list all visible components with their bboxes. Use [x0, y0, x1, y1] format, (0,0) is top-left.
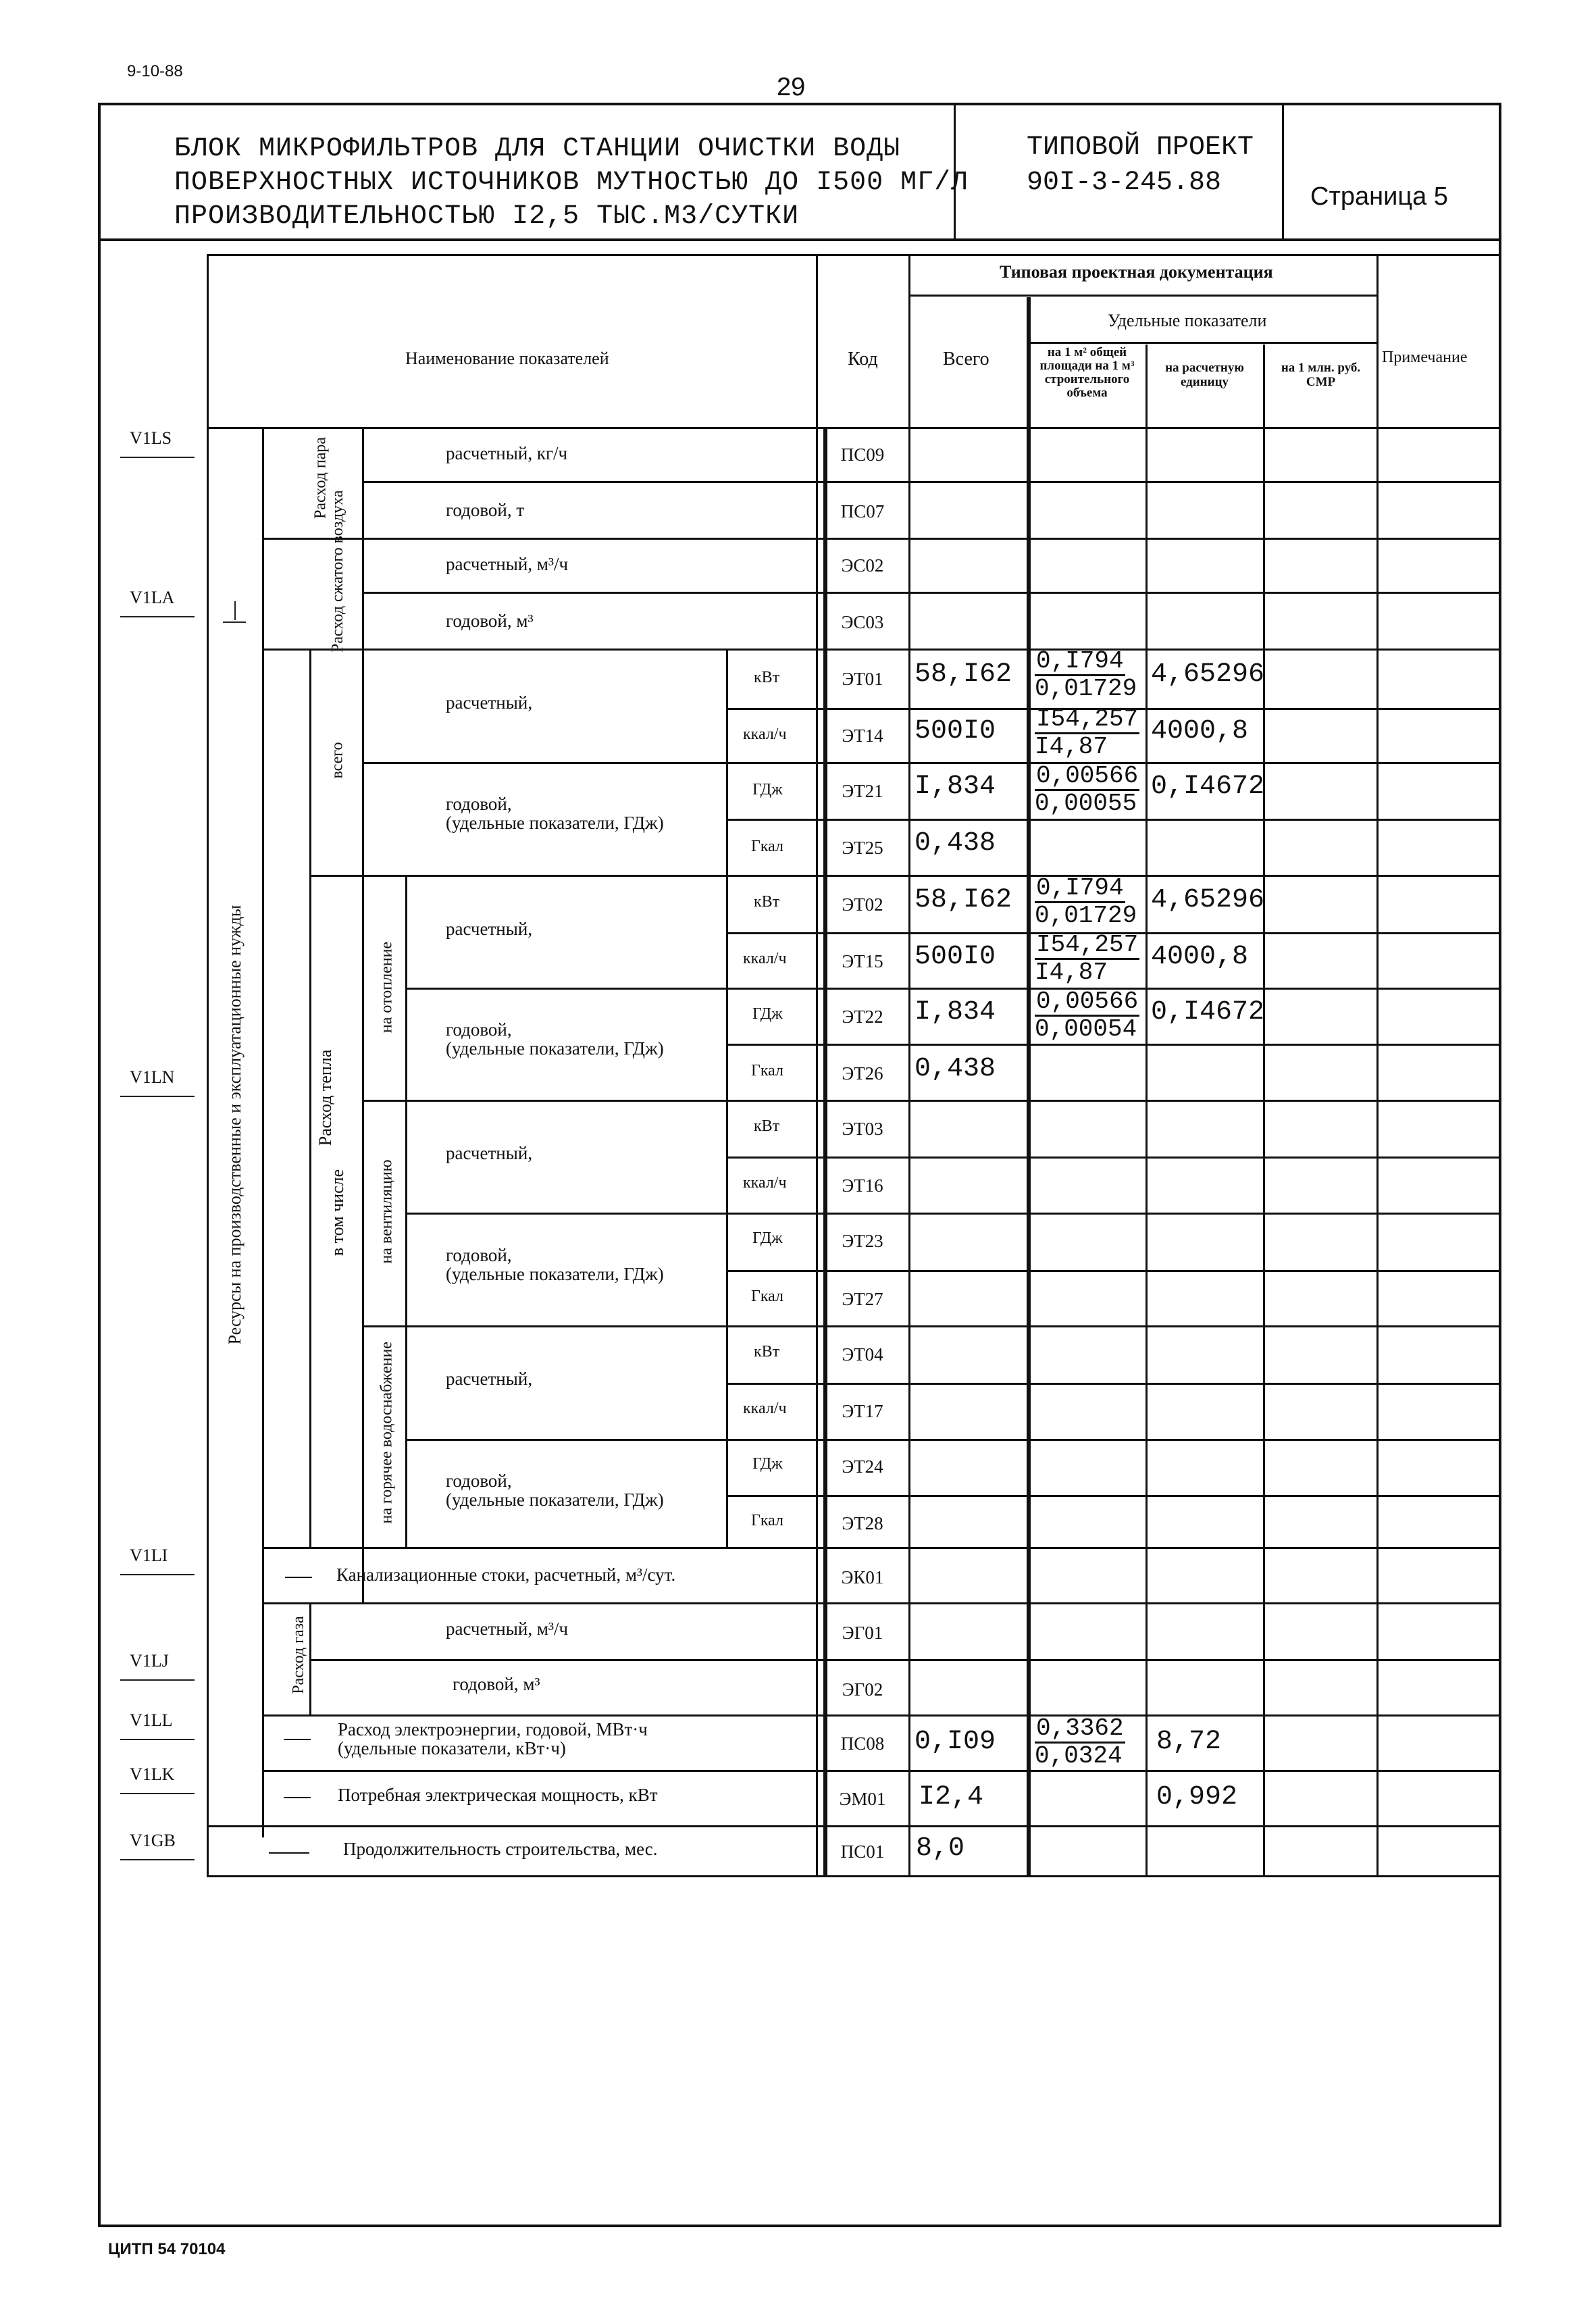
frac-et02-bottom: 0,01729	[1035, 902, 1137, 930]
code-et28: ЭТ28	[842, 1513, 883, 1533]
total-ps01: 8,0	[916, 1833, 965, 1864]
label-heat-calc: расчетный,	[446, 692, 533, 713]
unit-et16: ккал/ч	[743, 1174, 787, 1192]
frac-et21-top: 0,00566	[1036, 762, 1139, 790]
document-title	[174, 132, 968, 234]
col-total-header: Всего	[943, 349, 989, 370]
frac-et22	[1035, 989, 1139, 1042]
label-heat-annual-2: (удельные показатели, ГДж)	[446, 813, 664, 833]
unit-et23: ГДж	[752, 1229, 783, 1247]
code-em01: ЭМ01	[839, 1789, 886, 1809]
unit-value-et22: 0,I4672	[1151, 997, 1265, 1027]
label-heating-calc: расчетный,	[446, 919, 533, 939]
frac-ps08-bottom: 0,0324	[1035, 1742, 1123, 1770]
group-vent: на вентиляцию	[378, 1159, 396, 1264]
code-eg02: ЭГ02	[842, 1679, 883, 1700]
frac-et01-bottom: 0,01729	[1035, 675, 1137, 703]
frac-et22-top: 0,00566	[1036, 988, 1139, 1015]
frac-et22-bottom: 0,00054	[1035, 1015, 1137, 1043]
label-heating-annual	[446, 1020, 664, 1058]
total-et15: 500I0	[915, 942, 996, 972]
label-steam-annual: годовой, т	[446, 500, 525, 520]
label-gas-annual: годовой, м³	[453, 1674, 540, 1694]
label-hotwater-annual-2: (удельные показатели, ГДж)	[446, 1490, 664, 1510]
unit-et17: ккал/ч	[743, 1400, 787, 1417]
code-et15: ЭТ15	[842, 951, 883, 971]
label-duration: Продолжительность строительства, мес.	[343, 1839, 658, 1859]
side-code-v1ll: V1LL	[130, 1710, 173, 1730]
project-label: ТИПОВОЙ ПРОЕКТ	[1027, 132, 1254, 163]
title-line-1: БЛОК МИКРОФИЛЬТРОВ ДЛЯ СТАНЦИИ ОЧИСТКИ ВОДЫ	[174, 134, 901, 164]
col-per-m2-header: на 1 м² общей площади на 1 м³ строительного объема	[1039, 345, 1135, 400]
unit-et14: ккал/ч	[743, 726, 787, 743]
code-ps07: ПС07	[840, 501, 885, 522]
frac-ps08	[1035, 1716, 1125, 1769]
document-date: 9-10-88	[127, 62, 183, 80]
frac-et01-top: 0,I794	[1036, 647, 1124, 675]
code-et14: ЭТ14	[842, 726, 883, 746]
code-et23: ЭТ23	[842, 1231, 883, 1251]
frac-et21-bottom: 0,00055	[1035, 790, 1137, 817]
group-incl: в том числе	[328, 1169, 347, 1256]
label-heating-annual-2: (удельные показатели, ГДж)	[446, 1038, 664, 1059]
label-hotwater-annual	[446, 1471, 664, 1509]
unit-et24: ГДж	[752, 1455, 783, 1473]
col-name-header: Наименование показателей	[405, 349, 609, 368]
label-air-calc: расчетный, м³/ч	[446, 554, 569, 574]
unit-value-et21: 0,I4672	[1151, 771, 1265, 802]
label-vent-annual	[446, 1246, 664, 1283]
label-hotwater-calc: расчетный,	[446, 1369, 533, 1389]
unit-et21: ГДж	[752, 781, 783, 798]
side-code-v1lj: V1LJ	[130, 1651, 169, 1671]
total-et02: 58,I62	[915, 885, 1012, 915]
col-note-header: Примечание	[1382, 349, 1468, 366]
code-ps09: ПС09	[840, 444, 885, 465]
code-ek01: ЭК01	[841, 1567, 884, 1587]
label-steam-calc: расчетный, кг/ч	[446, 443, 568, 463]
group-heating: на отопление	[378, 941, 396, 1034]
side-code-v1li: V1LI	[130, 1546, 168, 1565]
label-vent-calc: расчетный,	[446, 1143, 533, 1163]
code-eg01: ЭГ01	[842, 1623, 883, 1643]
frac-et15-bottom: I4,87	[1035, 959, 1108, 986]
code-ps01: ПС01	[840, 1841, 885, 1862]
unit-et26: Гкал	[751, 1062, 784, 1079]
group-heat: Расход тепла	[315, 1049, 335, 1146]
total-et01: 58,I62	[915, 659, 1012, 690]
total-et21: I,834	[915, 771, 996, 802]
total-ps08: 0,I09	[915, 1727, 996, 1757]
total-et26: 0,438	[915, 1054, 996, 1084]
label-air-annual: годовой, м³	[446, 611, 534, 631]
frac-et01	[1035, 649, 1137, 702]
col-code-header: Код	[848, 349, 878, 370]
total-et25: 0,438	[915, 828, 996, 859]
frac-et02	[1035, 875, 1137, 929]
code-et17: ЭТ17	[842, 1401, 883, 1421]
total-et14: 500I0	[915, 716, 996, 746]
total-et22: I,834	[915, 997, 996, 1027]
code-et26: ЭТ26	[842, 1063, 883, 1084]
unit-value-et02: 4,65296	[1151, 885, 1265, 915]
code-et22: ЭТ22	[842, 1007, 883, 1027]
unit-value-et15: 4000,8	[1151, 942, 1249, 972]
footer-stamp: ЦИТП 54 70104	[108, 2240, 226, 2258]
group-gas: Расход газа	[290, 1616, 307, 1694]
code-et04: ЭТ04	[842, 1344, 883, 1365]
frac-et14	[1035, 707, 1139, 760]
group-air: Расход сжатого воздуха	[329, 490, 346, 653]
code-et21: ЭТ21	[842, 781, 883, 801]
label-sewage: Канализационные стоки, расчетный, м³/сут.	[336, 1565, 676, 1585]
unit-et04: кВт	[754, 1343, 780, 1361]
group-total: всего	[328, 742, 346, 779]
side-code-v1gb: V1GB	[130, 1831, 176, 1850]
side-code-v1lk: V1LK	[130, 1764, 175, 1784]
label-heating-annual-1: годовой,	[446, 1019, 512, 1040]
unit-value-et14: 4000,8	[1151, 716, 1249, 746]
code-es02: ЭС02	[841, 555, 884, 576]
title-line-3: ПРОИЗВОДИТЕЛЬНОСТЬЮ I2,5 ТЫС.М3/СУТКИ	[174, 201, 800, 232]
unit-et03: кВт	[754, 1117, 780, 1135]
unit-et28: Гкал	[751, 1512, 784, 1529]
label-electricity-1: Расход электроэнергии, годовой, МВт·ч	[338, 1719, 648, 1739]
unit-et01: кВт	[754, 669, 780, 686]
code-ps08: ПС08	[840, 1733, 885, 1754]
frac-ps08-top: 0,3362	[1036, 1714, 1124, 1742]
label-electricity-2: (удельные показатели, кВт·ч)	[338, 1738, 566, 1758]
unit-et02: кВт	[754, 893, 780, 911]
frac-et21	[1035, 763, 1139, 817]
unit-value-em01: 0,992	[1156, 1782, 1238, 1812]
code-et24: ЭТ24	[842, 1456, 883, 1477]
frac-et14-bottom: I4,87	[1035, 733, 1108, 761]
unit-value-et01: 4,65296	[1151, 659, 1265, 690]
code-et16: ЭТ16	[842, 1175, 883, 1196]
unit-et25: Гкал	[751, 838, 784, 855]
code-et01: ЭТ01	[842, 669, 883, 689]
unit-et27: Гкал	[751, 1288, 784, 1305]
code-es03: ЭС03	[841, 612, 884, 632]
group-resources: Ресурсы на производственные и эксплуатационные нужды	[225, 905, 244, 1345]
group-hot-water: на горячее водоснабжение	[378, 1342, 396, 1524]
label-power: Потребная электрическая мощность, кВт	[338, 1785, 658, 1805]
label-vent-annual-1: годовой,	[446, 1245, 512, 1265]
frac-et15-top: I54,257	[1036, 931, 1139, 959]
col-specific-header: Удельные показатели	[1108, 311, 1267, 330]
page-number-top: 29	[777, 73, 806, 101]
page-label: Страница 5	[1310, 182, 1448, 211]
total-em01: I2,4	[919, 1782, 984, 1812]
code-et03: ЭТ03	[842, 1119, 883, 1139]
side-code-v1ls: V1LS	[130, 428, 172, 448]
label-vent-annual-2: (удельные показатели, ГДж)	[446, 1264, 664, 1284]
frac-et14-top: I54,257	[1036, 705, 1139, 733]
label-electricity	[338, 1720, 648, 1758]
unit-value-ps08: 8,72	[1156, 1727, 1222, 1757]
label-heat-annual	[446, 794, 664, 832]
side-code-v1ln: V1LN	[130, 1067, 175, 1087]
frac-et02-top: 0,I794	[1036, 874, 1124, 902]
code-et27: ЭТ27	[842, 1289, 883, 1309]
col-typical-docs-header: Типовая проектная документация	[1000, 262, 1273, 282]
side-code-v1la: V1LA	[130, 588, 175, 607]
col-per-mln-header: на 1 млн. руб. СМР	[1281, 361, 1361, 389]
label-heat-annual-1: годовой,	[446, 794, 512, 814]
code-et25: ЭТ25	[842, 838, 883, 858]
group-steam: Расход пара	[311, 436, 330, 519]
project-number: 90I-3-245.88	[1027, 168, 1222, 198]
title-line-2: ПОВЕРХНОСТНЫХ ИСТОЧНИКОВ МУТНОСТЬЮ ДО I500 МГ/Л	[174, 168, 969, 198]
label-hotwater-annual-1: годовой,	[446, 1471, 512, 1491]
unit-et15: ккал/ч	[743, 950, 787, 967]
code-et02: ЭТ02	[842, 894, 883, 915]
frac-et15	[1035, 932, 1139, 986]
col-per-unit-header: на расчетную единицу	[1165, 361, 1244, 389]
label-gas-calc: расчетный, м³/ч	[446, 1619, 569, 1639]
unit-et22: ГДж	[752, 1005, 783, 1023]
